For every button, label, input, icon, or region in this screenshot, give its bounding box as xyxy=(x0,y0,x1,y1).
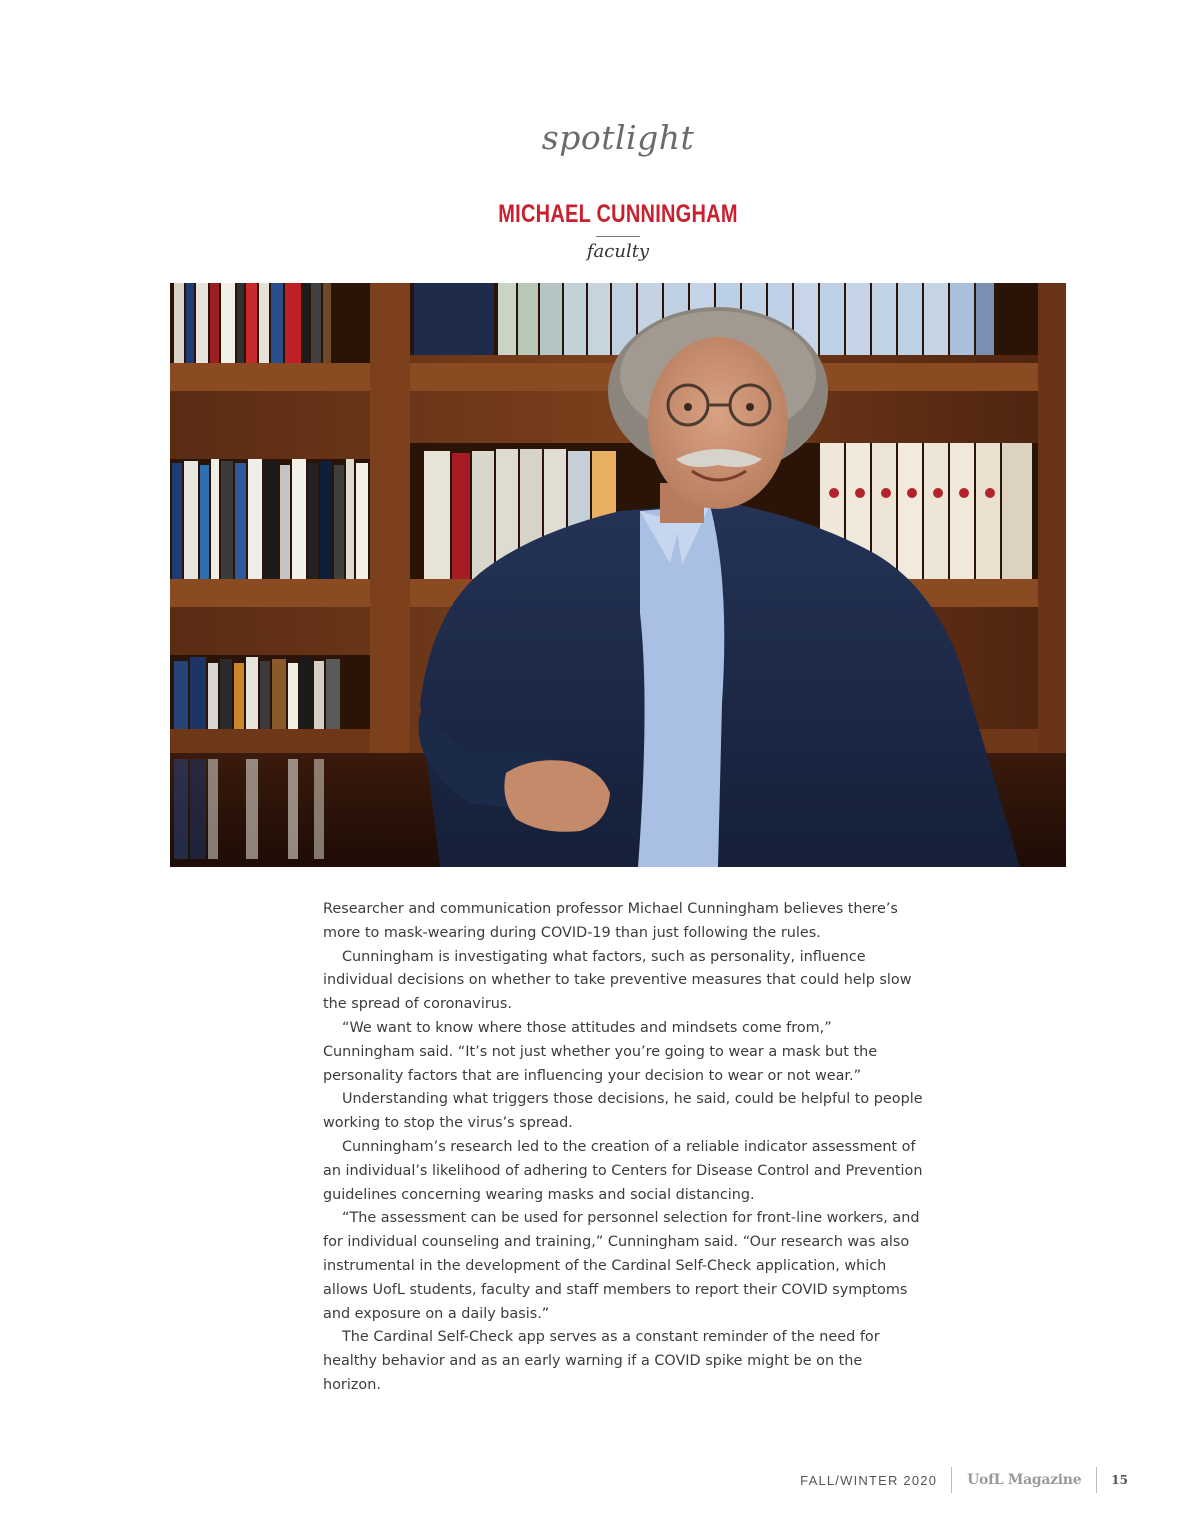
profile-role: faculty xyxy=(586,241,650,262)
page-footer xyxy=(800,1466,1128,1494)
article-paragraph: Researcher and communication professor Michael Cunningham believes there’s more to mask-wearing during COVID-19 than just following the rules. xyxy=(323,901,898,941)
article-paragraph: Cunningham is investigating what factors, such as personality, influence individual decisions on whether to take preventive measures that could help slow the spread of coronavirus. xyxy=(323,948,912,1013)
article-paragraph: Understanding what triggers those decisions, he said, could be helpful to people working to stop the virus’s spread. xyxy=(323,1091,923,1132)
profile-name: MICHAEL CUNNINGHAM xyxy=(498,200,738,228)
magazine-title: UofL Magazine xyxy=(967,1472,1082,1488)
article-paragraph: The Cardinal Self-Check app serves as a constant reminder of the need for healthy behavior and as an early warning if a COVID spike might be on the horizon. xyxy=(323,1329,880,1393)
name-divider xyxy=(596,236,640,237)
page-number: 15 xyxy=(1111,1473,1128,1487)
article-paragraph: “We want to know where those attitudes and mindsets come from,” Cunningham said. “It’s not just whether you’re going to wear a mask but the personality factors that are influencing your decision to wear or not wear.” xyxy=(323,1019,878,1084)
issue-date: FALL/WINTER 2020 xyxy=(800,1472,938,1488)
portrait-photo xyxy=(170,283,1066,867)
article-paragraph: Cunningham’s research led to the creation of a reliable indicator assessment of an individual’s likelihood of adhering to Centers for Disease Control and Prevention guidelines concerning wearing masks and social distancing. xyxy=(323,1138,923,1203)
section-label: spotlight xyxy=(541,118,695,157)
article-paragraph: “The assessment can be used for personnel selection for front-line workers, and for individual counseling and training,” Cunningham said. “Our research was also instrumental in the development of the Cardinal Self-Check application, which allows UofL students, faculty and staff members to report their COVID symptoms and exposure on a daily basis.” xyxy=(323,1210,920,1322)
article-body xyxy=(323,898,923,1398)
